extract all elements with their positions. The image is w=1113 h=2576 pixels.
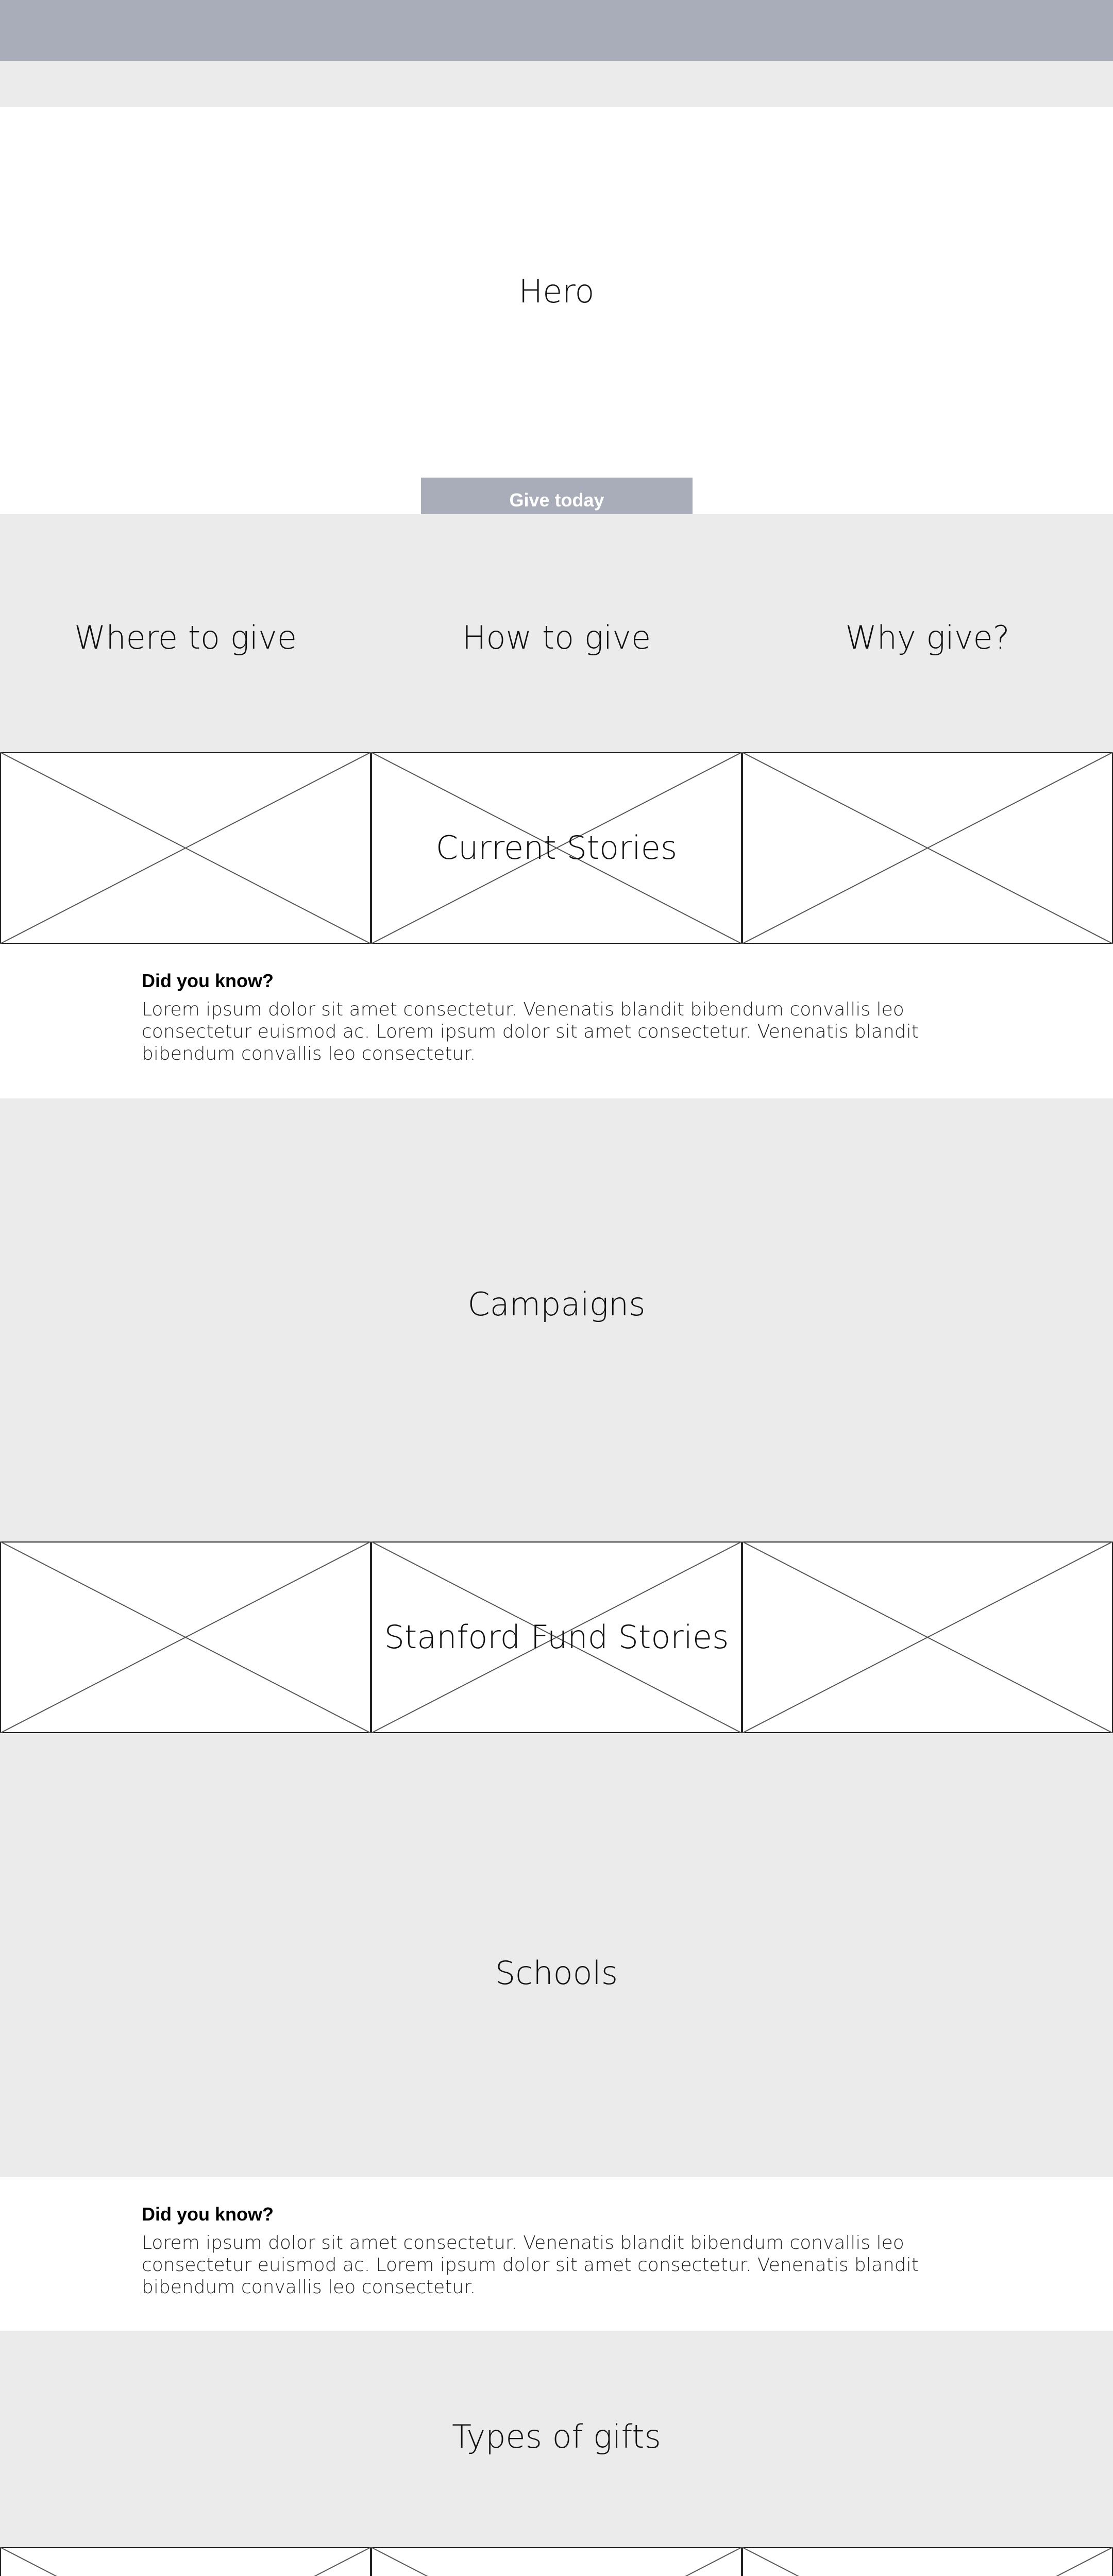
top-spacer: [0, 61, 1113, 107]
image-placeholder-icon: [0, 1541, 371, 1733]
did-you-know-body: Lorem ipsum dolor sit amet consectetur. Venenatis blandit bibendum convallis leo consectetur euismod ac. Lorem ipsum dolor sit amet consectetur. Venenatis blandit bibendum convallis leo consectetur.: [142, 999, 919, 1064]
schools-section: [0, 1733, 1113, 2177]
campaigns-section: [0, 1098, 1113, 1541]
types-of-gifts-section: [0, 2331, 1113, 2547]
story-card[interactable]: [371, 752, 742, 944]
did-you-know-heading: Did you know?: [142, 2204, 274, 2225]
where-to-give-link[interactable]: Where to give: [74, 619, 297, 656]
stanford-fund-stories-section: [0, 1541, 1113, 1733]
hero-title: Hero: [518, 273, 595, 310]
image-placeholder-icon: [371, 752, 742, 944]
image-placeholder-icon: [742, 2547, 1113, 2576]
image-placeholder-icon: [742, 752, 1113, 944]
story-card[interactable]: [0, 2547, 371, 2576]
did-you-know-heading: Did you know?: [142, 970, 274, 991]
image-placeholder-icon: [0, 752, 371, 944]
current-stories-section: [0, 752, 1113, 944]
give-options-section: [0, 514, 1113, 752]
story-card[interactable]: [742, 1541, 1113, 1733]
story-card[interactable]: [371, 2547, 742, 2576]
campaigns-title: Campaigns: [467, 1285, 646, 1323]
give-today-button[interactable]: Give today: [421, 478, 693, 522]
how-to-give-link[interactable]: How to give: [462, 619, 651, 656]
story-card[interactable]: [0, 1541, 371, 1733]
story-card[interactable]: [371, 1541, 742, 1733]
hero-section: [0, 107, 1113, 514]
image-placeholder-icon: [371, 1541, 742, 1733]
stanford-fund-stories-title: Stanford Fund Stories: [384, 1618, 729, 1656]
story-card[interactable]: [742, 2547, 1113, 2576]
image-placeholder-icon: [742, 1541, 1113, 1733]
types-of-gifts-title: Types of gifts: [452, 2418, 661, 2455]
did-you-know-section: [0, 944, 1113, 1098]
did-you-know-section: [0, 2177, 1113, 2331]
image-placeholder-icon: [371, 2547, 742, 2576]
top-nav-bar: [0, 0, 1113, 61]
benefactor-stories-section: [0, 2547, 1113, 2576]
current-stories-title: Current Stories: [435, 829, 678, 867]
story-card[interactable]: [0, 752, 371, 944]
schools-title: Schools: [495, 1954, 618, 1992]
story-card[interactable]: [742, 752, 1113, 944]
image-placeholder-icon: [0, 2547, 371, 2576]
why-give-link[interactable]: Why give?: [845, 619, 1010, 656]
did-you-know-body: Lorem ipsum dolor sit amet consectetur. Venenatis blandit bibendum convallis leo consectetur euismod ac. Lorem ipsum dolor sit amet consectetur. Venenatis blandit bibendum convallis leo consectetur.: [142, 2232, 919, 2298]
